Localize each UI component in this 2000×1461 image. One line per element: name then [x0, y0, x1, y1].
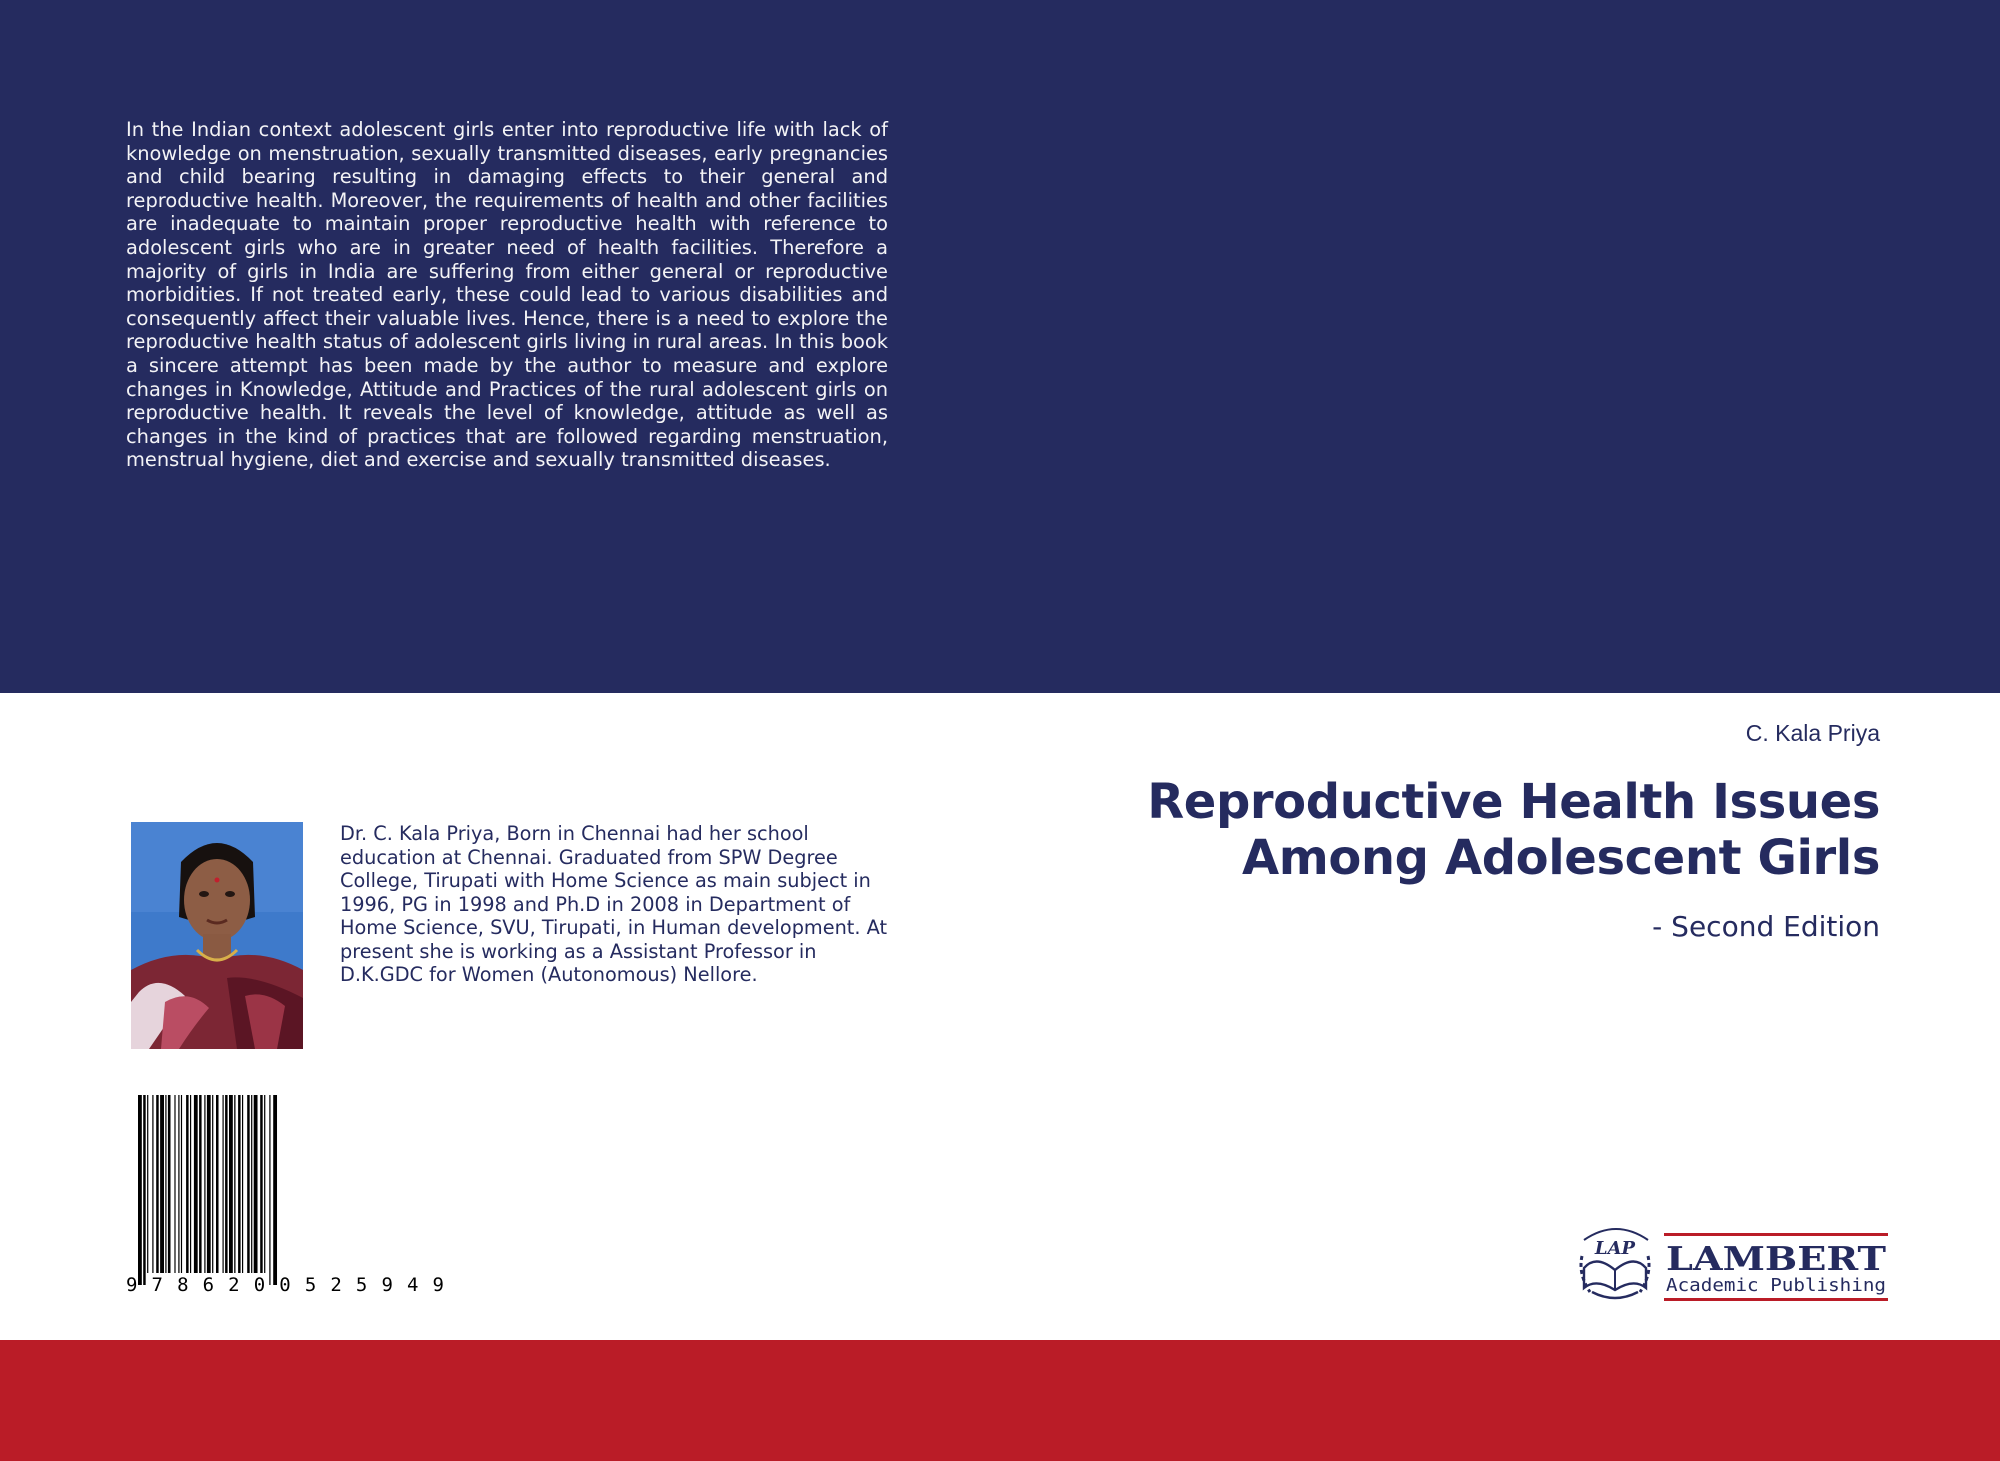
barcode-bar [236, 1095, 239, 1273]
publisher-name: LAMBERT [1666, 1239, 1887, 1278]
barcode-bar [242, 1095, 243, 1273]
barcode-bar [228, 1095, 229, 1273]
barcode-bar [167, 1095, 168, 1273]
barcode-bar [180, 1095, 181, 1273]
emblem-text: LAP [1594, 1238, 1636, 1259]
barcode-bar [254, 1095, 258, 1273]
barcode-bar [202, 1095, 205, 1273]
isbn-barcode [126, 1093, 456, 1293]
barcode-bar [154, 1095, 157, 1273]
front-cover-author: C. Kala Priya [1745, 720, 1880, 746]
barcode-bar [181, 1095, 182, 1273]
barcode-bar [168, 1095, 171, 1273]
logo-rule-top [1664, 1233, 1888, 1236]
barcode-bar [152, 1095, 153, 1273]
barcode-bar [199, 1095, 202, 1273]
isbn-digits: 9786200525949 [126, 1274, 444, 1293]
barcode-bar [263, 1095, 264, 1273]
barcode-bar [224, 1095, 225, 1273]
lambert-logo [1578, 1226, 1890, 1306]
barcode-bar [143, 1095, 146, 1285]
barcode-bar [174, 1095, 175, 1273]
barcode-bar [198, 1095, 199, 1273]
barcode-bar [194, 1095, 198, 1273]
barcode-bar [207, 1095, 211, 1273]
barcode-bar [159, 1095, 160, 1273]
barcode-bar [147, 1095, 148, 1273]
barcode-bar [250, 1095, 251, 1273]
author-bio: Dr. C. Kala Priya, Born in Chennai had her school education at Chennai. Graduated from SPW Degree College, Tirupati with Home Science as main subject in 1996, PG in 1998 and Ph.D in 2008 in Department of Home Science, SVU, Tirupati, in Human development. At present she is working as a Assistant Professor in D.K.GDC for Women (Autonomous) Nellore. [340, 822, 888, 986]
barcode-bar [260, 1095, 263, 1273]
book-subtitle: - Second Edition [1652, 910, 1880, 943]
barcode-bar [223, 1095, 224, 1273]
author-photo-illustration [131, 822, 303, 1049]
barcode-bar [233, 1095, 234, 1273]
barcode-bar [171, 1095, 175, 1273]
barcode-bar [234, 1095, 235, 1273]
barcode-bar [204, 1095, 205, 1273]
author-photo [131, 822, 303, 1049]
barcode-bar [219, 1095, 223, 1273]
barcode-bar [191, 1095, 194, 1273]
barcode-bar [190, 1095, 191, 1273]
barcode-bar [269, 1095, 270, 1285]
barcode-bar [277, 1095, 278, 1285]
barcode-bar [142, 1095, 143, 1285]
back-cover-blurb: In the Indian context adolescent girls enter into reproductive life with lack of knowledge on menstruation, sexually transmitted diseases, early pregnancies and child bearing resulting in damaging effects to their general and reproductive health. Moreover, the requirements of health and other facilities are inadequate to maintain proper reproductive health with reference to adolescent girls who are in greater need of health facilities. Therefore a majority of girls in India are suffering from either general or reproductive morbidities. If not treated early, these could lead to various disabilities and consequently affect their valuable lives. Hence, there is a need to explore the reproductive health status of adolescent girls living in rural areas. In this book a sincere attempt has been made by the author to measure and explore changes in Knowledge, Attitude and Practices of the rural adolescent girls on reproductive health. It reveals the level of knowledge, attitude as well as changes in the kind of practices that are followed regarding menstruation, menstrual hygiene, diet and exercise and sexually transmitted diseases. [126, 118, 888, 472]
barcode-bar [211, 1095, 212, 1273]
barcode-bar [164, 1095, 165, 1273]
barcode-bar [241, 1095, 242, 1273]
barcode-bar [243, 1095, 247, 1273]
bottom-red-band [0, 1340, 2000, 1461]
barcode-bar [182, 1095, 186, 1273]
publisher-logo [1578, 1226, 1890, 1306]
barcode-bar [165, 1095, 166, 1273]
barcode-bar [146, 1095, 147, 1285]
logo-rule-bottom [1664, 1298, 1888, 1301]
barcode-bar [148, 1095, 152, 1273]
barcode-bar [176, 1095, 179, 1273]
isbn-barcode-graphic [126, 1093, 456, 1293]
publisher-tagline: Academic Publishing [1666, 1276, 1886, 1296]
barcode-bar [213, 1095, 216, 1273]
barcode-bar [238, 1095, 241, 1273]
barcode-bar [189, 1095, 190, 1273]
book-title: Reproductive Health Issues Among Adolescent Girls [1147, 774, 1880, 886]
barcode-bar [273, 1095, 277, 1285]
barcode-bar [271, 1095, 274, 1285]
barcode-bar [251, 1095, 252, 1273]
barcode-bar [212, 1095, 213, 1273]
barcode-bar [216, 1095, 219, 1273]
barcode-bar [156, 1095, 159, 1273]
barcode-bar [258, 1095, 261, 1273]
barcode-bar [186, 1095, 189, 1273]
barcode-bar [264, 1095, 265, 1273]
barcode-bar [160, 1095, 164, 1273]
barcode-bar [206, 1095, 207, 1273]
barcode-bar [229, 1095, 233, 1273]
barcode-bar [247, 1095, 250, 1273]
barcode-bar [225, 1095, 228, 1273]
barcode-bar [138, 1095, 142, 1285]
barcode-bar [265, 1095, 269, 1273]
barcode-bar [178, 1095, 179, 1273]
barcode-bar [252, 1095, 253, 1273]
